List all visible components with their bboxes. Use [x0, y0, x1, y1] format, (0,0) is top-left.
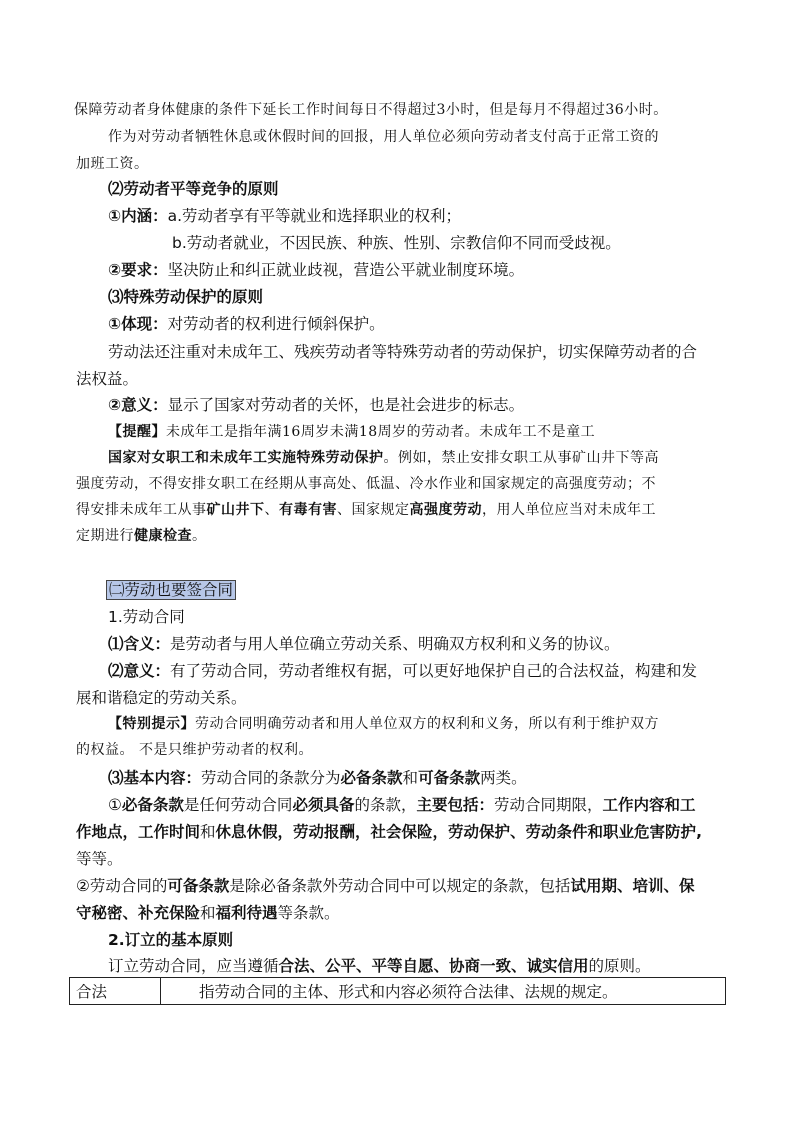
- text-line: b.劳动者就业，不因民族、种族、性别、宗教信仰不同而受歧视。: [172, 234, 621, 252]
- reminder-label: 【提醒】: [108, 424, 166, 440]
- text: 、国家规定: [337, 502, 410, 518]
- text: 。例如，禁止安排女职工从事矿山井下等高: [383, 450, 659, 466]
- label: ②意义：: [108, 396, 168, 414]
- reminder-line: [108, 420, 595, 444]
- text: 和: [200, 904, 216, 922]
- text: 是除必备条款外劳动合同中可以规定的条款，包括: [229, 877, 571, 895]
- label: ⑴含义：: [108, 635, 171, 653]
- reminder-line: [76, 524, 207, 548]
- text-line: [108, 766, 527, 790]
- text-line: [76, 901, 340, 925]
- text: 等条款。: [277, 904, 340, 922]
- section-heading: [106, 578, 236, 602]
- text: 未成年工是指年满16周岁未满18周岁的劳动者。未成年工不是童工: [166, 424, 596, 440]
- label: ①体现：: [108, 315, 168, 333]
- text: 可备条款: [418, 769, 481, 787]
- text: 可备条款: [167, 877, 230, 895]
- text: 劳动合同的条款分为: [201, 769, 341, 787]
- label: ⑵意义：: [108, 662, 171, 680]
- text: ②劳动合同的: [76, 877, 168, 895]
- text-line: 展和谐稳定的劳动关系。: [76, 689, 247, 707]
- text: 合法、公平、平等自愿、协商一致、诚实信用: [278, 957, 589, 975]
- label: ①内涵：: [108, 207, 168, 225]
- label: ②要求：: [108, 261, 168, 279]
- text: ①: [108, 796, 122, 814]
- text-line: [108, 312, 385, 336]
- text: 显示了国家对劳动者的关怀，也是社会进步的标志。: [167, 396, 525, 414]
- text-line: [108, 204, 461, 228]
- text: 和: [200, 823, 216, 841]
- text: 必须具备: [292, 796, 355, 814]
- text: 守秘密、补充保险: [76, 904, 201, 922]
- text-line: [76, 820, 702, 844]
- reminder-line: [108, 446, 659, 470]
- table-row: [70, 978, 726, 1005]
- text: 矿山井下: [206, 502, 265, 518]
- text-line: 作为对劳动者牺牲休息或休假时间的回报，用人单位必须向劳动者支付高于正常工资的: [108, 129, 659, 145]
- text-line: [108, 258, 524, 282]
- text-line: [76, 874, 694, 898]
- text: 坚决防止和纠正就业歧视，营造公平就业制度环境。: [167, 261, 525, 279]
- text: 。: [192, 528, 207, 544]
- text: ，用人单位应当对未成年工: [482, 502, 656, 518]
- text: 作地点，: [76, 823, 139, 841]
- text: 主要包括：: [416, 796, 494, 814]
- text-line: 等等。: [76, 850, 123, 868]
- section-heading: ⑵劳动者平等竞争的原则: [108, 180, 279, 198]
- text-line: 法权益。: [76, 370, 139, 388]
- text: 是任何劳动合同: [183, 796, 293, 814]
- text: 两类。: [480, 769, 527, 787]
- text: 工作内容和工: [602, 796, 696, 814]
- label: ⑶基本内容：: [108, 769, 202, 787]
- text: 必备条款: [340, 769, 403, 787]
- text: 高强度劳动: [409, 502, 482, 518]
- text: ,: [696, 823, 702, 841]
- text: 试用期、培训、保: [570, 877, 695, 895]
- principles-table: [69, 977, 726, 1005]
- text: 工作时间: [138, 823, 201, 841]
- text-line: 保障劳动者身体健康的条件下延长工作时间每日不得超过3小时，但是每月不得超过36小时。: [74, 102, 668, 118]
- text: 对劳动者的权利进行倾斜保护。: [167, 315, 385, 333]
- text: 劳动合同期限，: [493, 796, 603, 814]
- tip-label: 【特别提示】: [108, 716, 195, 732]
- text: 必备条款: [121, 796, 184, 814]
- text: 是劳动者与用人单位确立劳动关系、明确双方权利和义务的协议。: [170, 635, 620, 653]
- subsection-heading: 1.劳动合同: [108, 608, 185, 626]
- reminder-line: 强度劳动，不得安排女职工在经期从事高处、低温、冷水作业和国家规定的高强度劳动；不: [76, 476, 656, 492]
- text: 和: [402, 769, 419, 787]
- text: 的原则。: [588, 957, 651, 975]
- text: 休息休假，劳动报酬，社会保险，劳动保护、劳动条件和职业危害防护: [215, 823, 697, 841]
- section-heading: ⑶特殊劳动保护的原则: [108, 288, 264, 306]
- text: 劳动合同明确劳动者和用人单位双方的权利和义务，所以有利于维护双方: [195, 716, 659, 732]
- table-cell-desc: 指劳动合同的主体、形式和内容必须符合法律、法规的规定。: [161, 978, 726, 1005]
- text: 国家对女职工和未成年工实施特殊劳动保护: [108, 450, 384, 466]
- text: 订立劳动合同，应当遵循: [108, 957, 279, 975]
- text-line: 加班工资。: [76, 156, 149, 172]
- text: 有毒有害: [279, 502, 337, 518]
- text-line: [108, 659, 697, 683]
- text: 、: [264, 502, 279, 518]
- text: 得安排未成年工从事: [76, 502, 207, 518]
- reminder-line: [76, 498, 656, 522]
- tip-line: 的权益。 不是只维护劳动者的权利。: [76, 742, 313, 758]
- text-line: [108, 954, 651, 978]
- text: 定期进行: [76, 528, 134, 544]
- text: 健康检查: [134, 528, 192, 544]
- subsection-heading: 2.订立的基本原则: [108, 931, 234, 949]
- text-line: [108, 793, 696, 817]
- text-line: [108, 632, 620, 656]
- highlighted-heading: ㈡劳动也要签合同: [106, 580, 236, 600]
- text-line: 劳动法还注重对未成年工、残疾劳动者等特殊劳动者的劳动保护，切实保障劳动者的合: [108, 343, 698, 361]
- text: 的条款，: [354, 796, 417, 814]
- tip-line: [108, 712, 659, 736]
- table-cell-term: 合法: [70, 978, 161, 1005]
- text: 有了劳动合同，劳动者维权有据，可以更好地保护自己的合法权益，构建和发: [170, 662, 698, 680]
- text: a.劳动者享有平等就业和选择职业的权利；: [167, 207, 462, 225]
- text-line: [108, 393, 524, 417]
- text: 福利待遇: [215, 904, 278, 922]
